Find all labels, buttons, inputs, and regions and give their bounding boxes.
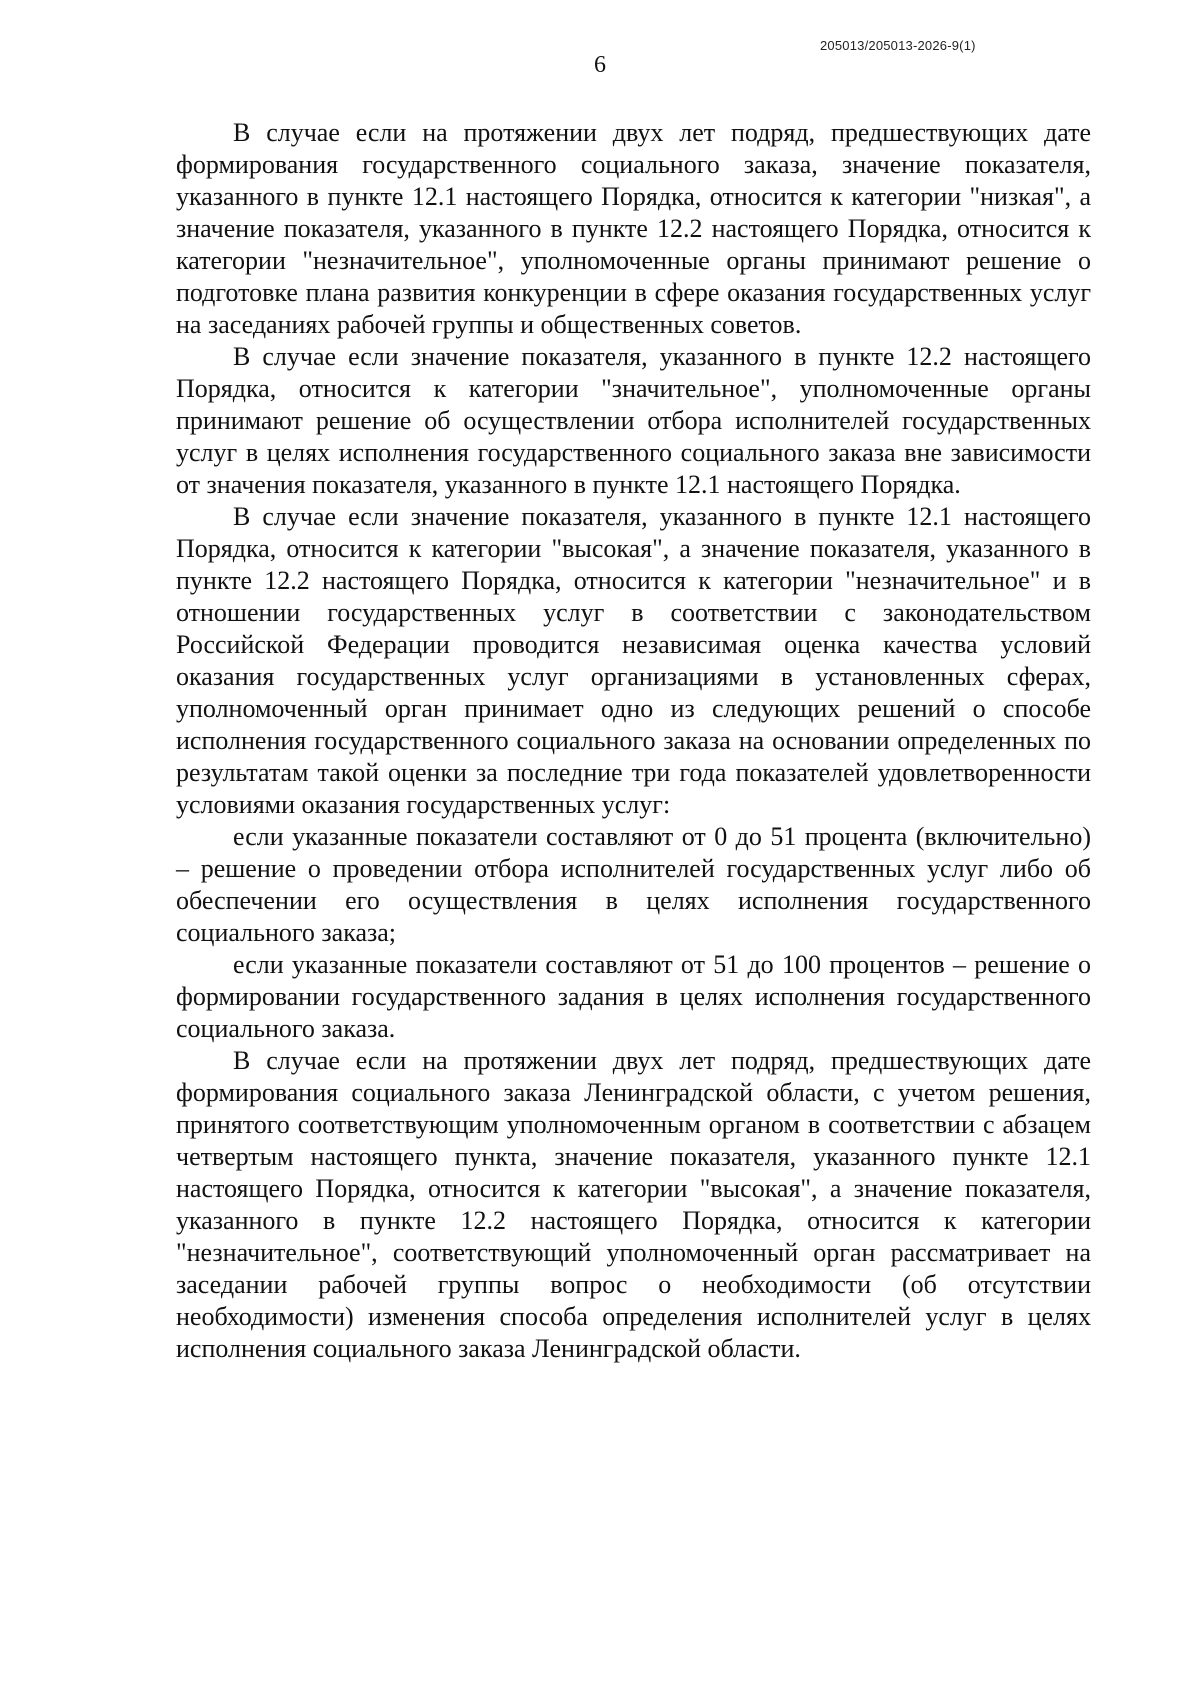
page-number: 6	[594, 52, 606, 78]
document-body	[176, 117, 1091, 1365]
paragraph: В случае если значение показателя, указанного в пункте 12.2 настоящего Порядка, относится к категории "значительное", уполномоченные органы принимают решение об осуществлении отбора исполнителей государственных услуг в целях исполнения государственного социального заказа вне зависимости от значения показателя, указанного в пункте 12.1 настоящего Порядка.	[176, 342, 1091, 499]
paragraph: В случае если значение показателя, указанного в пункте 12.1 настоящего Порядка, относится к категории "высокая", а значение показателя, указанного в пункте 12.2 настоящего Порядка, относится к категории "незначительное" и в отношении государственных услуг в соответствии с законодательством Российской Федерации проводится независимая оценка качества условий оказания государственных услуг организациями в установленных сферах, уполномоченный орган принимает одно из следующих решений о способе исполнения государственного социального заказа на основании определенных по результатам такой оценки за последние три года показателей удовлетворенности условиями оказания государственных услуг:	[176, 502, 1091, 819]
paragraph: если указанные показатели составляют от 0 до 51 процента (включительно) – решение о проведении отбора исполнителей государственных услуг либо об обеспечении его осуществления в целях исполнения государственного социального заказа;	[176, 822, 1091, 947]
paragraph: В случае если на протяжении двух лет подряд, предшествующих дате формирования государственного социального заказа, значение показателя, указанного в пункте 12.1 настоящего Порядка, относится к категории "низкая", а значение показателя, указанного в пункте 12.2 настоящего Порядка, относится к категории "незначительное", уполномоченные органы принимают решение о подготовке плана развития конкуренции в сфере оказания государственных услуг на заседаниях рабочей группы и общественных советов.	[176, 118, 1091, 339]
paragraph: если указанные показатели составляют от 51 до 100 процентов – решение о формировании государственного задания в целях исполнения государственного социального заказа.	[176, 950, 1091, 1043]
paragraph: В случае если на протяжении двух лет подряд, предшествующих дате формирования социального заказа Ленинградской области, с учетом решения, принятого соответствующим уполномоченным органом в соответствии с абзацем четвертым настоящего пункта, значение показателя, указанного пункте 12.1 настоящего Порядка, относится к категории "высокая", а значение показателя, указанного в пункте 12.2 настоящего Порядка, относится к категории "незначительное", соответствующий уполномоченный орган рассматривает на заседании рабочей группы вопрос о необходимости (об отсутствии необходимости) изменения способа определения исполнителей услуг в целях исполнения социального заказа Ленинградской области.	[176, 1046, 1091, 1363]
document-id: 205013/205013-2026-9(1)	[820, 38, 976, 53]
